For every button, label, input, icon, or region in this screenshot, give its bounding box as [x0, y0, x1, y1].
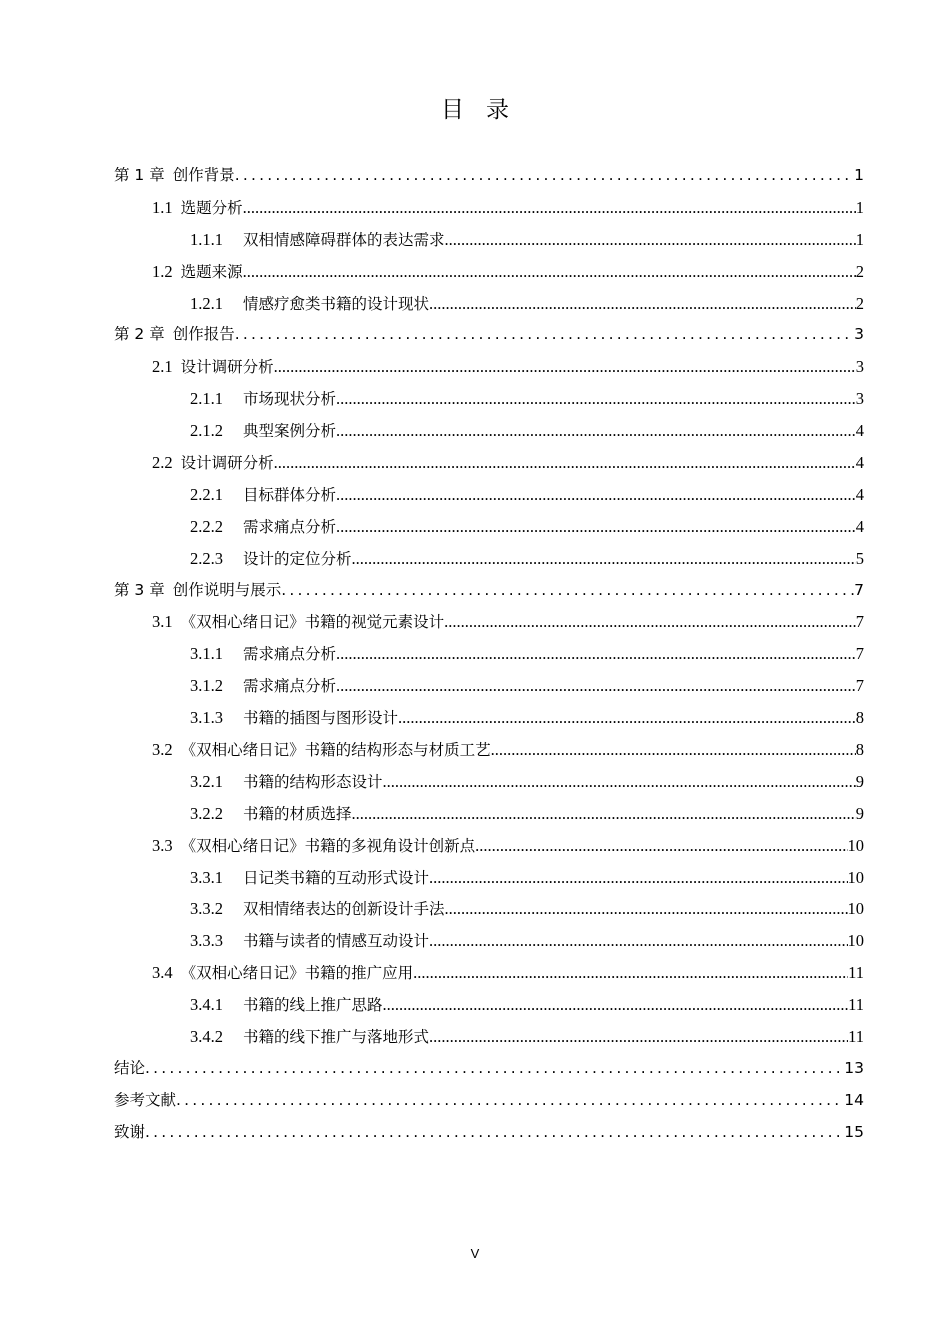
toc-entry-page: 4 — [855, 484, 864, 504]
toc-entry-number: 3.2 — [152, 740, 173, 760]
toc-entry-title: 双相情绪表达的创新设计手法 — [243, 900, 445, 919]
toc-entry-title: 需求痛点分析 — [243, 677, 337, 696]
toc-entry-number: 3.4.2 — [190, 1027, 223, 1047]
toc-entry-title: 市场现状分析 — [243, 390, 337, 409]
toc-entry-page: 8 — [855, 740, 864, 760]
toc-entry[interactable] — [114, 511, 864, 543]
toc-entry-number: 2.2.3 — [190, 548, 223, 568]
toc-entry[interactable] — [114, 543, 864, 575]
toc-entry-title: 《双相心绪日记》书籍的推广应用 — [180, 964, 414, 983]
toc-entry-number: 3.3.3 — [190, 931, 223, 951]
toc-entry-page: 11 — [848, 1027, 864, 1047]
dot-leader — [336, 415, 856, 447]
toc-entry[interactable] — [114, 1053, 864, 1085]
toc-entry[interactable] — [114, 893, 864, 925]
toc-entry[interactable] — [114, 830, 864, 862]
toc-entry-title: 设计调研分析 — [180, 454, 274, 473]
toc-entry-number: 1.1 — [152, 197, 173, 217]
toc-entry-number: 2.2 — [152, 453, 173, 473]
toc-entry-page: 14 — [844, 1090, 864, 1109]
dot-leader — [429, 862, 847, 894]
toc-entry-number: 2.1.2 — [190, 421, 223, 441]
toc-entry-number: 3.1.3 — [190, 708, 223, 728]
toc-entry-number: 1.1.1 — [190, 229, 223, 249]
toc-entry[interactable] — [114, 925, 864, 957]
toc-entry[interactable] — [114, 288, 864, 320]
toc-entry-title: 书籍的插图与图形设计 — [243, 709, 399, 728]
toc-entry-number: 3.1.1 — [190, 644, 223, 664]
dot-leader — [336, 511, 856, 543]
toc-entry-title: 书籍的线下推广与落地形式 — [243, 1028, 430, 1047]
toc-entry-page: 7 — [855, 612, 864, 632]
toc-entry[interactable] — [114, 224, 864, 256]
toc-entry-number: 3.3.2 — [190, 899, 223, 919]
toc-entry[interactable] — [114, 1085, 864, 1117]
toc-entry-number: 3.1 — [152, 612, 173, 632]
toc-entry-number: 2.2.2 — [190, 516, 223, 536]
toc-entry-page: 9 — [855, 803, 864, 823]
toc-entry-title: 设计的定位分析 — [243, 549, 352, 568]
dot-leader — [383, 989, 849, 1021]
dot-leader — [243, 192, 856, 224]
toc-entry[interactable] — [114, 989, 864, 1021]
toc-entry-title: 双相情感障碍群体的表达需求 — [243, 230, 445, 249]
toc-entry-page: 1 — [855, 197, 864, 217]
toc-entry-page: 7 — [854, 580, 864, 599]
dot-leader — [398, 702, 856, 734]
toc-entry-title: 需求痛点分析 — [243, 645, 337, 664]
toc-entry-title: 创作报告 — [172, 325, 235, 344]
page-title: 目录 — [441, 97, 531, 123]
toc-entry[interactable] — [114, 798, 864, 830]
toc-entry-number: 2.1 — [152, 357, 173, 377]
toc-entry-number: 第 3 章 — [114, 580, 165, 599]
dot-leader — [235, 160, 854, 192]
toc-entry[interactable] — [114, 862, 864, 894]
toc-entry-title: 目标群体分析 — [243, 485, 337, 504]
toc-entry-page: 15 — [844, 1122, 864, 1141]
toc-entry-page: 10 — [847, 835, 864, 855]
dot-leader — [413, 957, 848, 989]
toc-entry[interactable] — [114, 702, 864, 734]
toc-entry-page: 5 — [855, 548, 864, 568]
dot-leader — [429, 925, 847, 957]
toc-entry[interactable] — [114, 606, 864, 638]
toc-entry-title: 创作背景 — [172, 166, 235, 184]
toc-entry-title: 创作说明与展示 — [172, 580, 282, 599]
toc-entry-number: 3.4.1 — [190, 995, 223, 1015]
dot-leader — [352, 798, 856, 830]
dot-leader — [336, 479, 856, 511]
dot-leader — [383, 766, 856, 798]
dot-leader — [336, 638, 856, 670]
toc-entry[interactable] — [114, 957, 864, 989]
toc-entry[interactable] — [114, 160, 864, 192]
toc-entry-title: 参考文献 — [114, 1090, 177, 1109]
dot-leader — [429, 1021, 848, 1053]
toc-entry-page: 13 — [844, 1058, 864, 1077]
toc-entry-title: 书籍的结构形态设计 — [243, 772, 383, 791]
toc-entry[interactable] — [114, 670, 864, 702]
dot-leader — [235, 319, 854, 351]
toc-entry-number: 3.1.2 — [190, 676, 223, 696]
toc-entry[interactable] — [114, 1117, 864, 1149]
page-number: V — [470, 1246, 480, 1261]
toc-entry-number: 1.2.1 — [190, 293, 223, 313]
toc-entry-title: 《双相心绪日记》书籍的结构形态与材质工艺 — [180, 741, 491, 760]
dot-leader — [336, 383, 856, 415]
toc-entry-number: 3.3 — [152, 835, 173, 855]
dot-leader — [444, 606, 856, 638]
toc-entry-title: 需求痛点分析 — [243, 517, 337, 536]
toc-entry-page: 10 — [847, 899, 864, 919]
toc-entry-number: 2.1.1 — [190, 389, 223, 409]
toc-entry-page: 3 — [855, 389, 864, 409]
toc-entry[interactable] — [114, 351, 864, 383]
toc-entry[interactable] — [114, 415, 864, 447]
toc-entry-title: 《双相心绪日记》书籍的视觉元素设计 — [180, 613, 445, 632]
toc-entry-number: 3.4 — [152, 963, 173, 983]
toc-entry-title: 设计调研分析 — [180, 358, 274, 377]
toc-entry-page: 10 — [847, 931, 864, 951]
toc-entry-number: 3.2.1 — [190, 771, 223, 791]
toc-entry[interactable] — [114, 575, 864, 607]
toc-entry-title: 书籍的线上推广思路 — [243, 996, 383, 1015]
toc-entry-page: 7 — [855, 644, 864, 664]
dot-leader — [352, 543, 856, 575]
toc-entry-page: 2 — [855, 293, 864, 313]
toc-entry-number: 1.2 — [152, 261, 173, 281]
table-of-contents — [114, 160, 864, 1149]
dot-leader — [475, 830, 847, 862]
toc-entry-page: 11 — [848, 963, 864, 983]
toc-entry-page: 8 — [855, 708, 864, 728]
toc-entry-title: 选题分析 — [180, 198, 243, 217]
toc-entry-page: 1 — [854, 166, 864, 184]
toc-entry-title: 情感疗愈类书籍的设计现状 — [243, 294, 430, 313]
toc-entry-page: 4 — [855, 421, 864, 441]
toc-entry-number: 第 1 章 — [114, 166, 165, 184]
dot-leader — [491, 734, 856, 766]
dot-leader — [274, 447, 856, 479]
dot-leader — [274, 351, 856, 383]
toc-entry-page: 11 — [848, 995, 864, 1015]
toc-entry-title: 书籍的材质选择 — [243, 804, 352, 823]
toc-entry-page: 1 — [855, 229, 864, 249]
dot-leader — [145, 1117, 844, 1149]
dot-leader — [445, 224, 856, 256]
toc-entry-number: 3.3.1 — [190, 867, 223, 887]
toc-entry[interactable] — [114, 383, 864, 415]
dot-leader — [145, 1053, 844, 1085]
dot-leader — [429, 288, 856, 320]
dot-leader — [243, 256, 856, 288]
toc-entry[interactable] — [114, 319, 864, 351]
toc-entry-page: 7 — [855, 676, 864, 696]
toc-entry[interactable] — [114, 447, 864, 479]
toc-entry-title: 选题来源 — [180, 262, 243, 281]
toc-entry-page: 10 — [847, 867, 864, 887]
toc-entry-title: 致谢 — [114, 1122, 146, 1141]
toc-entry-page: 3 — [854, 325, 864, 344]
toc-entry-title: 书籍与读者的情感互动设计 — [243, 932, 430, 951]
toc-entry-title: 结论 — [114, 1058, 146, 1077]
toc-entry-number: 第 2 章 — [114, 325, 165, 344]
toc-entry-page: 4 — [855, 453, 864, 473]
toc-entry[interactable] — [114, 766, 864, 798]
toc-entry-title: 《双相心绪日记》书籍的多视角设计创新点 — [180, 836, 476, 855]
dot-leader — [281, 575, 854, 607]
toc-entry-title: 日记类书籍的互动形式设计 — [243, 868, 430, 887]
toc-entry-page: 3 — [855, 357, 864, 377]
toc-entry[interactable] — [114, 734, 864, 766]
toc-entry[interactable] — [114, 1021, 864, 1053]
toc-entry[interactable] — [114, 192, 864, 224]
toc-entry-number: 3.2.2 — [190, 803, 223, 823]
toc-entry-page: 9 — [855, 771, 864, 791]
toc-entry-page: 2 — [855, 261, 864, 281]
toc-entry[interactable] — [114, 638, 864, 670]
dot-leader — [336, 670, 856, 702]
toc-entry-page: 4 — [855, 516, 864, 536]
dot-leader — [176, 1085, 844, 1117]
toc-entry-title: 典型案例分析 — [243, 422, 337, 441]
toc-entry-number: 2.2.1 — [190, 484, 223, 504]
toc-entry[interactable] — [114, 479, 864, 511]
dot-leader — [445, 893, 848, 925]
toc-entry[interactable] — [114, 256, 864, 288]
